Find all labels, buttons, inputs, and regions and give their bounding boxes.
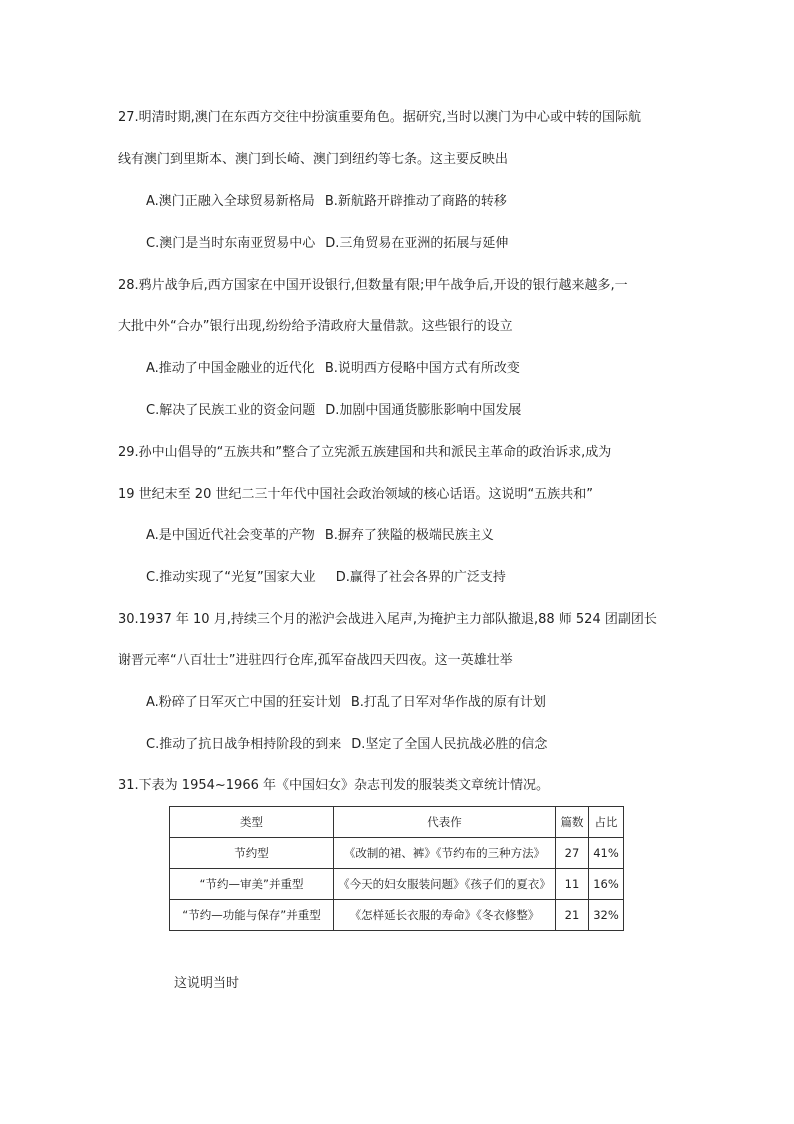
question-29-options-row-1 [146,528,494,544]
question-27-line-1: 27.明清时期,澳门在东西方交往中扮演重要角色。据研究,当时以澳门为中心或中转的国际航 [118,110,641,125]
question-30-line-1: 30.1937 年 10 月,持续三个月的淞沪会战进入尾声,为掩护主力部队撤退,88 师 524 团副团长 [118,612,657,627]
option-d[interactable]: D.加剧中国通货膨胀影响中国发展 [325,403,522,418]
cell-works: 《今天的妇女服装问题》《孩子们的夏衣》 [334,869,556,900]
question-29-line-1: 29.孙中山倡导的“五族共和”整合了立宪派五族建国和共和派民主革命的政治诉求,成为 [118,445,612,460]
table-header-row [170,807,624,838]
header-representative-works: 代表作 [334,807,556,838]
question-27-line-2: 线有澳门到里斯本、澳门到长崎、澳门到纽约等七条。这主要反映出 [118,152,509,167]
option-a[interactable]: A.推动了中国金融业的近代化 [146,361,315,376]
cell-percentage: 32% [589,900,624,931]
option-d[interactable]: D.坚定了全国人民抗战必胜的信念 [351,737,548,752]
cell-type: “节约—审美”并重型 [170,869,334,900]
option-a[interactable]: A.粉碎了日军灭亡中国的狂妄计划 [146,695,341,710]
question-30-options-row-1 [146,695,546,711]
table-row [170,838,624,869]
question-28-options-row-2 [146,403,521,419]
question-30-line-2: 谢晋元率“八百壮士”进驻四行仓库,孤军奋战四天四夜。这一英雄壮举 [118,653,513,668]
question-27-options-row-1 [146,194,507,210]
option-c[interactable]: C.解决了民族工业的资金问题 [146,403,316,418]
question-29-options-row-2 [146,570,506,586]
cell-count: 11 [556,869,589,900]
option-c[interactable]: C.推动了抗日战争相持阶段的到来 [146,737,342,752]
option-b[interactable]: B.摒弃了狭隘的极端民族主义 [324,528,494,543]
question-28-line-1: 28.鸦片战争后,西方国家在中国开设银行,但数量有限;甲午战争后,开设的银行越来越多,一 [118,278,628,293]
question-30-options-row-2 [146,737,547,753]
table-row [170,869,624,900]
cell-type: 节约型 [170,838,334,869]
header-count: 篇数 [556,807,589,838]
question-27-options-row-2 [146,236,508,252]
header-type: 类型 [170,807,334,838]
table-row [170,900,624,931]
option-a[interactable]: A.是中国近代社会变革的产物 [146,528,315,543]
cell-type: “节约—功能与保存”并重型 [170,900,334,931]
clothing-article-stats-table [169,806,624,931]
cell-works: 《怎样延长衣服的寿命》《冬衣修整》 [334,900,556,931]
option-a[interactable]: A.澳门正融入全球贸易新格局 [146,194,315,209]
option-b[interactable]: B.说明西方侵略中国方式有所改变 [324,361,520,376]
question-29-line-2: 19 世纪末至 20 世纪二三十年代中国社会政治领域的核心话语。这说明“五族共和” [118,487,593,502]
option-c[interactable]: C.推动实现了“光复”国家大业 [146,570,316,585]
option-c[interactable]: C.澳门是当时东南亚贸易中心 [146,236,316,251]
header-percentage: 占比 [589,807,624,838]
cell-works: 《改制的裙、裤》《节约布的三种方法》 [334,838,556,869]
cell-percentage: 41% [589,838,624,869]
option-b[interactable]: B.新航路开辟推动了商路的转移 [324,194,507,209]
question-28-line-2: 大批中外“合办”银行出现,纷纷给予清政府大量借款。这些银行的设立 [118,319,513,334]
cell-percentage: 16% [589,869,624,900]
question-31-intro: 31.下表为 1954~1966 年《中国妇女》杂志刊发的服装类文章统计情况。 [118,778,549,793]
question-31-stem: 这说明当时 [174,976,240,991]
option-d[interactable]: D.三角贸易在亚洲的拓展与延伸 [325,236,509,251]
option-d[interactable]: D.赢得了社会各界的广泛支持 [335,570,506,585]
option-b[interactable]: B.打乱了日军对华作战的原有计划 [350,695,546,710]
question-28-options-row-1 [146,361,520,377]
cell-count: 27 [556,838,589,869]
cell-count: 21 [556,900,589,931]
